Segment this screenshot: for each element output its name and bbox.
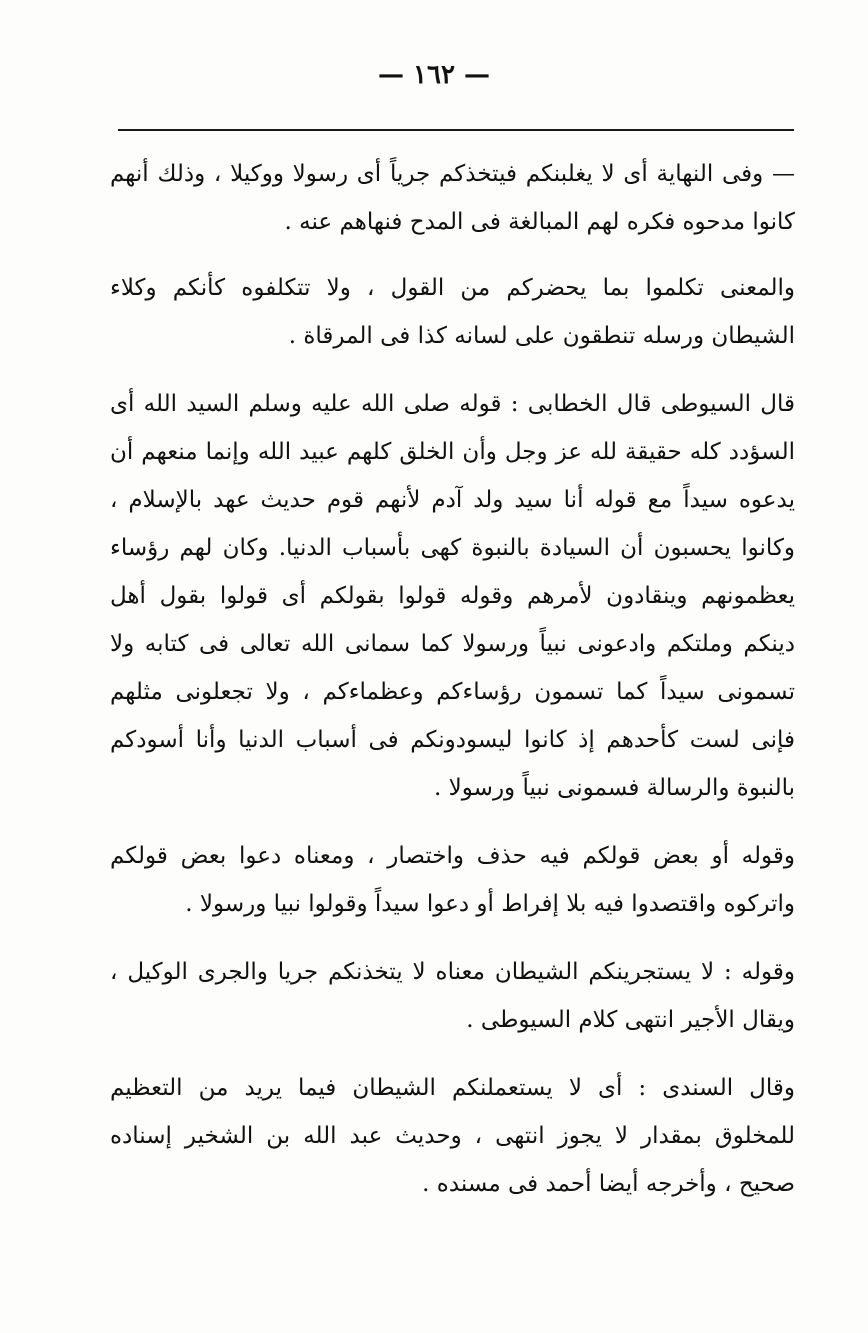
page-number: — ١٦٢ — [377,60,491,90]
paragraph-4: وقوله أو بعض قولكم فيه حذف واختصار ، ومعناه دعوا بعض قولكم واتركوه واقتصدوا فيه بلا إفراط أو دعوا سيداً وقولوا نبيا ورسولا . [110,843,795,917]
paragraph-3: قال السيوطى قال الخطابى : قوله صلى الله عليه وسلم السيد الله أى السؤدد كله حقيقة لله عز وجل وأن الخلق كلهم عبيد الله وإنما منعهم أن يدعوه سيداً مع قوله أنا سيد ولد آدم لأنهم قوم حديث عهد بالإسلام ، وكانوا يحسبون أن السيادة بالنبوة كهى بأسباب الدنيا. وكان لهم رؤساء يعظمونهم وينقادون لأمرهم وقوله قولوا بقولكم أى قولوا بقول أهل دينكم وملتكم وادعونى نبياً ورسولا كما سمانى الله تعالى فى كتابه ولا تسمونى سيداً كما تسمون رؤساءكم وعظماءكم ، ولا تجعلونى مثلهم فإنى لست كأحدهم إذ كانوا ليسودونكم فى أسباب الدنيا وأنا أسودكم بالنبوة والرسالة فسمونى نبياً ورسولا . [110,391,795,801]
paragraph-6: وقال السندى : أى لا يستعملنكم الشيطان فيما يريد من التعظيم للمخلوق بمقدار لا يجوز انتهى ، وحديث عبد الله بن الشخير إسناده صحيح ، وأخرجه أيضا أحمد فى مسنده . [110,1075,795,1197]
paragraph-2: والمعنى تكلموا بما يحضركم من القول ، ولا تتكلفوه كأنكم وكلاء الشيطان ورسله تنطقون على لسانه كذا فى المرقاة . [110,275,795,349]
header-rule [118,129,794,131]
paragraph-1: — وفى النهاية أى لا يغلبنكم فيتخذكم جرياً أى رسولا ووكيلا ، وذلك أنهم كانوا مدحوه فكره لهم المبالغة فى المدح فنهاهم عنه . [110,161,795,235]
body-text [110,150,795,1228]
paragraph-5: وقوله : لا يستجرينكم الشيطان معناه لا يتخذنكم جريا والجرى الوكيل ، ويقال الأجير انتهى كلام السيوطى . [110,959,795,1033]
